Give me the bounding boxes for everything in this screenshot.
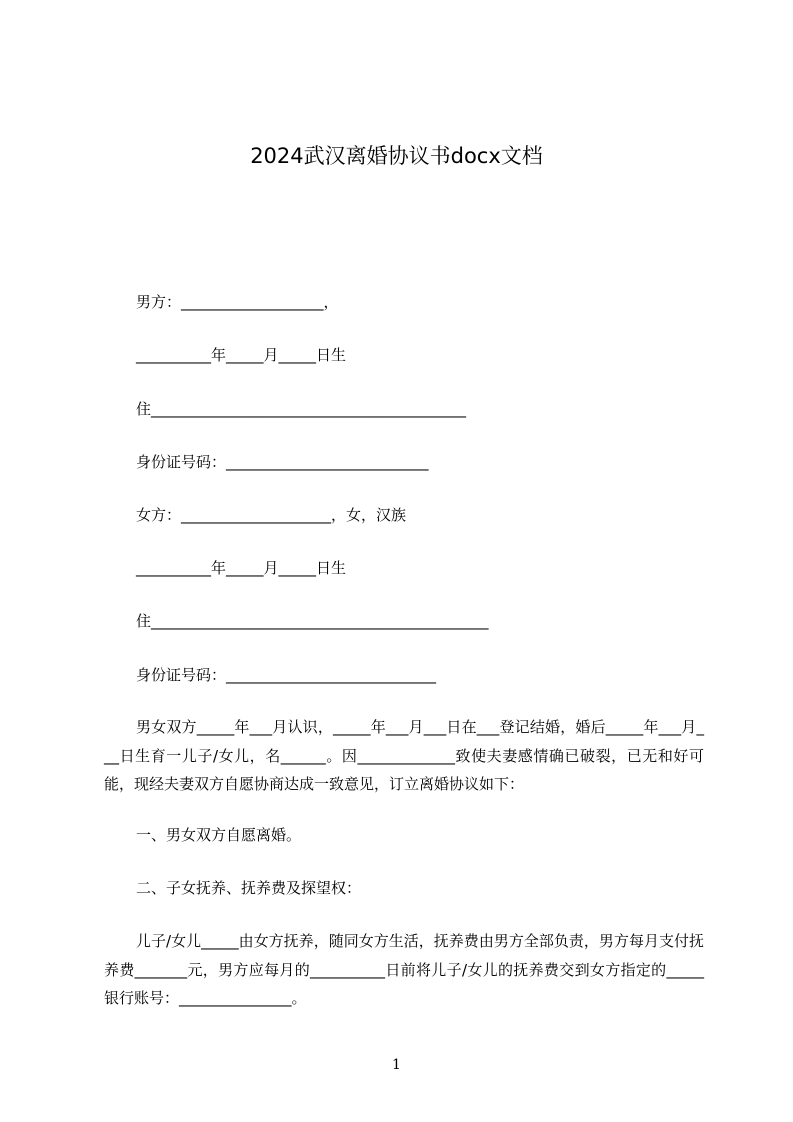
clause-2: 二、子女抚养、抚养费及探望权： xyxy=(136,879,362,897)
husband-name-line: 男方：___________________， xyxy=(136,293,339,311)
wife-birth-line: __________年_____月_____日生 xyxy=(136,559,347,577)
document-title: 2024武汉离婚协议书docx文档 xyxy=(250,144,543,168)
wife-address-line: 住_____________________________________________ xyxy=(136,612,489,630)
wife-id-line: 身份证号码：____________________________ xyxy=(136,666,437,684)
wife-name-line: 女方：____________________，女，汉族 xyxy=(136,506,407,524)
custody-paragraph: 儿子/女儿_____由女方抚养，随同女方生活，抚养费由男方全部负责，男方每月支付抚养费_______元，男方应每月的__________日前将儿子/女儿的抚养费交到女方指定的_____银行账号：_______________。 xyxy=(104,932,704,1007)
husband-id-line: 身份证号码：___________________________ xyxy=(136,453,429,471)
husband-address-line: 住__________________________________________ xyxy=(136,400,467,418)
intro-paragraph: 男女双方_____年___月认识，_____年___月___日在___登记结婚，婚后_____年___月___日生育一儿子/女儿，名______。因_____________致使夫妻感情确已破裂，已无和好可能，现经夫妻双方自愿协商达成一致意见，订立离婚协议如下： xyxy=(104,718,704,793)
clause-1: 一、男女双方自愿离婚。 xyxy=(136,826,302,844)
husband-birth-line: __________年_____月_____日生 xyxy=(136,346,347,364)
page-number: 1 xyxy=(392,1057,401,1073)
